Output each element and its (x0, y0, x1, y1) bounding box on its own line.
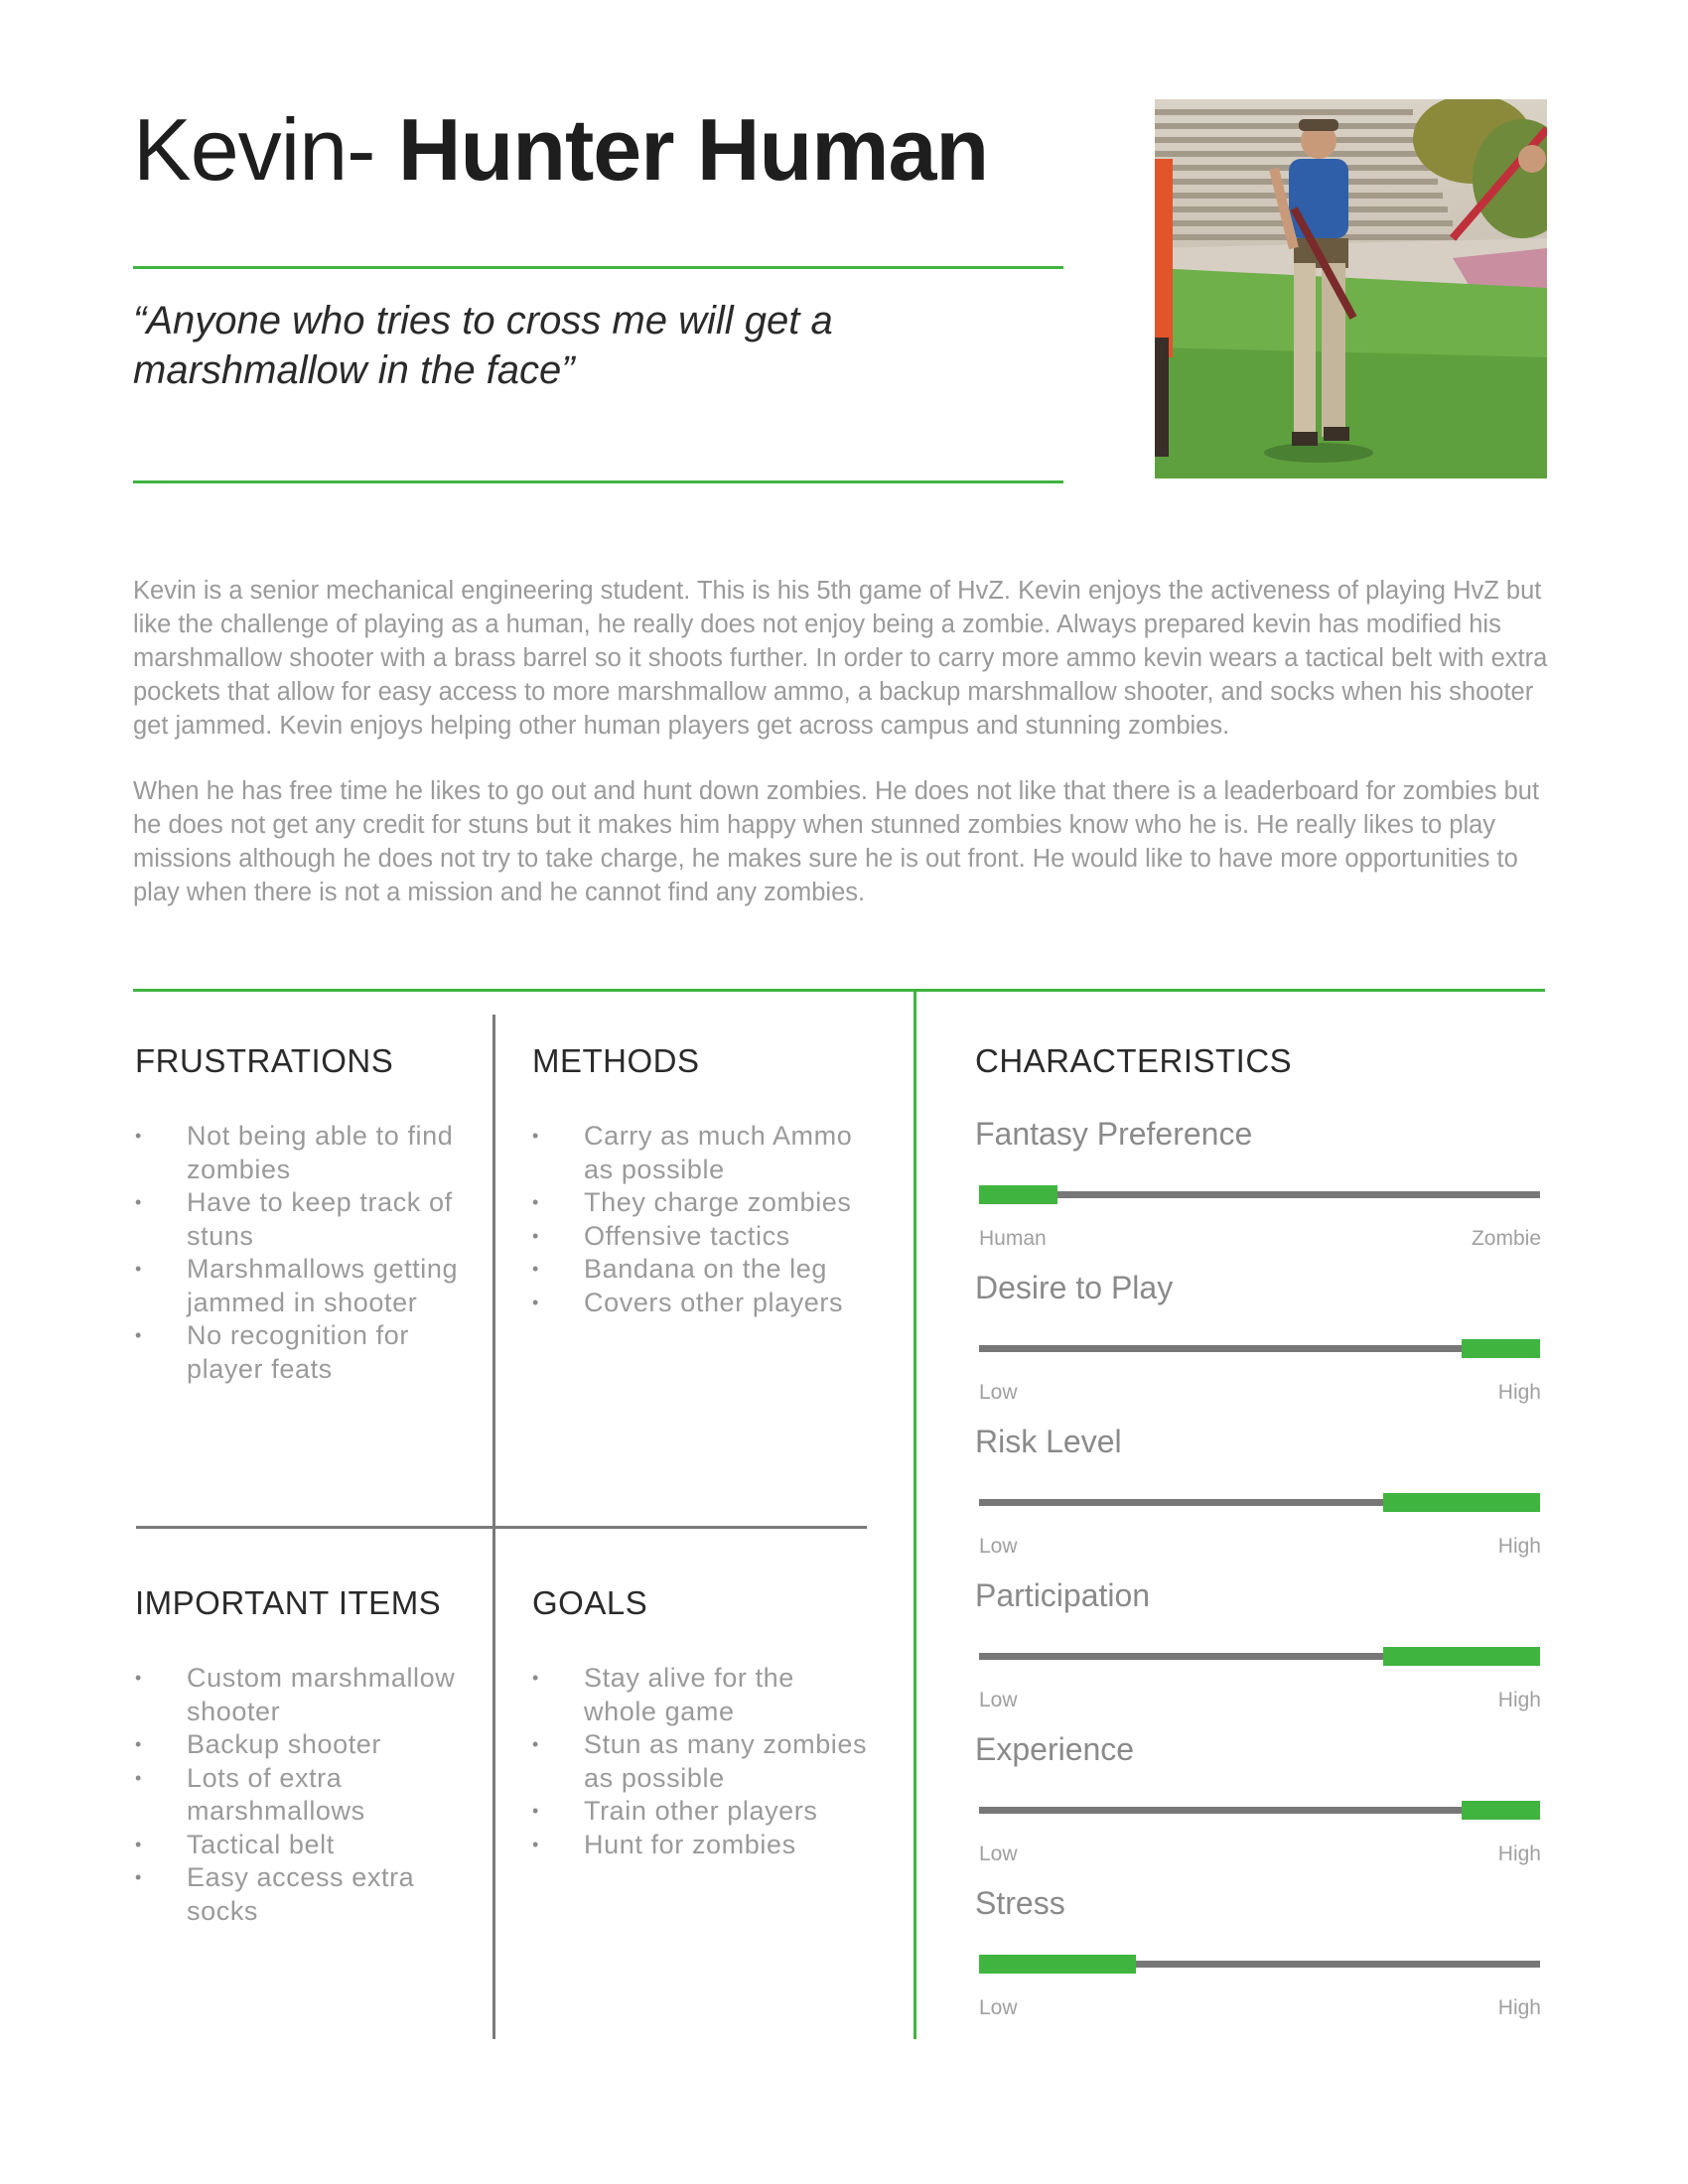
list-item: • Not being able to find zombies (135, 1121, 454, 1184)
frustrations-list (135, 1120, 478, 1386)
slider-fill (1462, 1801, 1540, 1820)
slider-high-label: High (1497, 1535, 1541, 1558)
slider-high-label: High (1497, 1689, 1541, 1711)
slider-label: Stress (975, 1885, 1065, 1921)
slider-label: Fantasy Preference (975, 1116, 1253, 1152)
slider-low-label: Low (979, 1535, 1018, 1558)
slider-fill (979, 1185, 1057, 1204)
persona-bio (133, 574, 1553, 941)
list-item: • Easy access extra socks (135, 1862, 415, 1926)
list-item: • Train other players (532, 1796, 818, 1826)
quote-divider (133, 480, 1063, 483)
list-item: • Covers other players (532, 1287, 844, 1317)
slider-low-label: Human (979, 1227, 1047, 1250)
persona-photo (1155, 99, 1547, 478)
slider-track (979, 1807, 1540, 1814)
slider-low-label: Low (979, 1689, 1018, 1711)
list-item: • Tactical belt (135, 1829, 335, 1859)
slider-fill (979, 1955, 1136, 1974)
slider-high-label: High (1497, 1843, 1541, 1865)
list-item: • Carry as much Ammo as possible (532, 1121, 853, 1184)
quadrant-divider-horizontal (136, 1526, 867, 1529)
slider-label: Desire to Play (975, 1270, 1174, 1305)
list-item: • Backup shooter (135, 1729, 382, 1759)
list-item: • Custom marshmallow shooter (135, 1663, 456, 1726)
list-item: • Bandana on the leg (532, 1254, 828, 1284)
list-item: • No recognition for player feats (135, 1320, 409, 1384)
list-item: • Offensive tactics (532, 1220, 790, 1251)
slider-label: Experience (975, 1731, 1135, 1767)
slider-low-label: Low (979, 1996, 1018, 2019)
column-divider (914, 991, 916, 2039)
list-item: • Hunt for zombies (532, 1829, 796, 1859)
slider-fill (1383, 1493, 1540, 1512)
slider-fill (1383, 1647, 1540, 1666)
slider-track (979, 1961, 1540, 1968)
goals-title: GOALS (532, 1584, 648, 1621)
slider-track (979, 1499, 1540, 1506)
characteristics-title: CHARACTERISTICS (975, 1042, 1293, 1079)
bio-paragraph: When he has free time he likes to go out and hunt down zombies. He does not like that there is a leaderboard for zombies but he does not get any credit for stuns but it makes him happy when stunned zombies know who he is. He really likes to play missions although he does not try to take charge, he makes sure he is out front. He would like to have more opportunities to play when there is not a mission and he cannot find any zombies. (133, 777, 1540, 906)
bio-paragraph: Kevin is a senior mechanical engineering student. This is his 5th game of HvZ. Kevin enjoys the activeness of playing HvZ but like the challenge of playing as a human, he really does not enjoy being a zombie. Always prepared kevin has modified his marshmallow shooter with a brass barrel so it shoots further. In order to carry more ammo kevin wears a tactical belt with extra pockets that allow for easy access to more marshmallow ammo, a backup marshmallow shooter, and socks when his shooter get jammed. Kevin enjoys helping other human players get across campus and stunning zombies. (133, 577, 1548, 740)
persona-quote: “Anyone who tries to cross me will get a marshmallow in the face” (133, 299, 833, 392)
list-item: • Lots of extra marshmallows (135, 1762, 365, 1826)
slider-low-label: Low (979, 1381, 1018, 1404)
slider-low-label: Low (979, 1843, 1018, 1865)
slider-high-label: Zombie (1471, 1227, 1541, 1250)
slider-track (979, 1345, 1540, 1352)
slider-fill (1462, 1339, 1540, 1358)
slider-track (979, 1653, 1540, 1660)
section-divider (133, 989, 1545, 992)
goals-list (532, 1662, 875, 1861)
list-item: • Marshmallows getting jammed in shooter (135, 1254, 459, 1317)
important-items-title: IMPORTANT ITEMS (135, 1584, 442, 1621)
list-item: • They charge zombies (532, 1187, 852, 1217)
frustrations-title: FRUSTRATIONS (135, 1042, 394, 1079)
methods-list (532, 1120, 875, 1319)
list-item: • Have to keep track of stuns (135, 1187, 453, 1251)
slider-track (979, 1191, 1540, 1198)
slider-high-label: High (1497, 1996, 1541, 2019)
slider-label: Risk Level (975, 1424, 1122, 1459)
important-items-list (135, 1662, 478, 1928)
persona-name: Kevin- (133, 100, 398, 199)
slider-label: Participation (975, 1577, 1151, 1613)
slider-high-label: High (1497, 1381, 1541, 1404)
list-item: • Stun as many zombies as possible (532, 1729, 868, 1793)
methods-title: METHODS (532, 1042, 700, 1079)
page-title (133, 99, 988, 201)
title-divider (133, 266, 1063, 269)
list-item: • Stay alive for the whole game (532, 1663, 794, 1726)
persona-role: Hunter Human (397, 100, 989, 199)
